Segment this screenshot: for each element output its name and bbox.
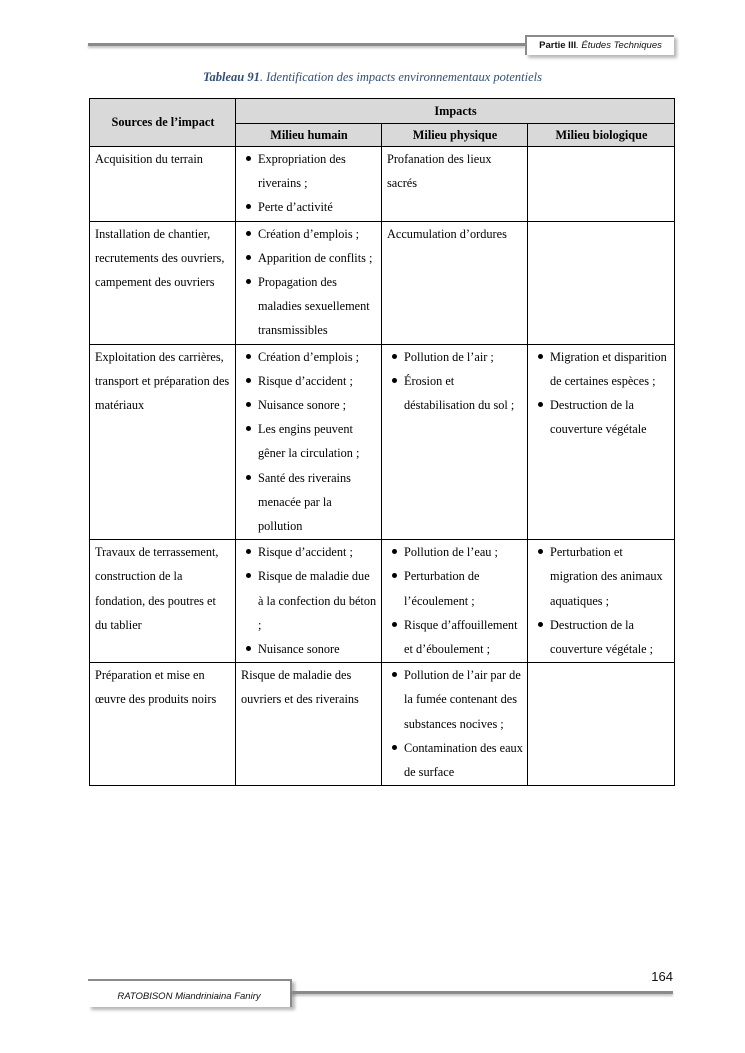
running-header — [525, 35, 674, 55]
list-item: Risque d’affouillement et d’éboulement ; — [404, 613, 523, 661]
list-item: Migration et disparition de certaines espèces ; — [550, 345, 670, 393]
physique-cell — [382, 540, 528, 663]
list-item: Nuisance sonore ; — [258, 393, 377, 417]
list-item: Expropriation des riverains ; — [258, 147, 377, 195]
list-item: Propagation des maladies sexuellement transmissibles — [258, 270, 377, 343]
footer-author: RATOBISON Miandriniaina Faniry — [88, 979, 292, 1007]
list-item: Contamination des eaux de surface — [404, 736, 523, 784]
table-header-row — [90, 99, 675, 124]
physique-cell — [382, 663, 528, 786]
table-row — [90, 540, 675, 663]
list-item: Risque d’accident ; — [258, 540, 377, 564]
table-row — [90, 147, 675, 222]
list-item: Risque d’accident ; — [258, 369, 377, 393]
list-item: Pollution de l’air par de la fumée contenant des substances nocives ; — [404, 663, 523, 736]
header-rule — [88, 43, 525, 46]
list-item: Perturbation de l’écoulement ; — [404, 564, 523, 612]
list-item: Pollution de l’eau ; — [404, 540, 523, 564]
list-item: Santé des riverains menacée par la pollution — [258, 466, 377, 539]
humain-cell — [236, 344, 382, 540]
biologique-cell — [528, 540, 675, 663]
humain-cell — [236, 540, 382, 663]
source-cell: Installation de chantier, recrutements des ouvriers, campement des ouvriers — [90, 221, 236, 344]
humain-cell — [236, 221, 382, 344]
header-section: . Études Techniques — [576, 40, 662, 51]
caption-text: . Identification des impacts environnementaux potentiels — [259, 70, 542, 84]
humain-cell — [236, 147, 382, 222]
list-item: Les engins peuvent gêner la circulation ; — [258, 417, 377, 465]
list-item: Risque de maladie due à la confection du béton ; — [258, 564, 377, 637]
source-cell: Préparation et mise en œuvre des produits noirs — [90, 663, 236, 786]
table-row — [90, 221, 675, 344]
list-item: Création d’emplois ; — [258, 345, 377, 369]
list-item: Apparition de conflits ; — [258, 246, 377, 270]
list-item: Destruction de la couverture végétale — [550, 393, 670, 441]
footer-rule — [292, 991, 673, 994]
source-cell: Travaux de terrassement, construction de la fondation, des poutres et du tablier — [90, 540, 236, 663]
list-item: Pollution de l’air ; — [404, 345, 523, 369]
list-item: Érosion et déstabilisation du sol ; — [404, 369, 523, 417]
physique-cell: Accumulation d’ordures — [382, 221, 528, 344]
header-milieu-physique: Milieu physique — [382, 124, 528, 147]
biologique-cell — [528, 221, 675, 344]
list-item: Création d’emplois ; — [258, 222, 377, 246]
header-part: Partie III — [539, 40, 577, 51]
physique-cell: Profanation des lieux sacrés — [382, 147, 528, 222]
table-row — [90, 344, 675, 540]
biologique-cell — [528, 663, 675, 786]
list-item: Nuisance sonore — [258, 637, 377, 661]
list-item: Perte d’activité — [258, 195, 377, 219]
physique-cell — [382, 344, 528, 540]
caption-label: Tableau 91 — [203, 70, 260, 84]
header-sources: Sources de l’impact — [90, 99, 236, 147]
humain-cell: Risque de maladie des ouvriers et des riverains — [236, 663, 382, 786]
page-number: 164 — [651, 969, 673, 984]
list-item: Perturbation et migration des animaux aquatiques ; — [550, 540, 670, 613]
source-cell: Exploitation des carrières, transport et préparation des matériaux — [90, 344, 236, 540]
impacts-table — [89, 98, 675, 786]
table-row — [90, 663, 675, 786]
header-impacts: Impacts — [236, 99, 675, 124]
biologique-cell — [528, 147, 675, 222]
list-item: Destruction de la couverture végétale ; — [550, 613, 670, 661]
source-cell: Acquisition du terrain — [90, 147, 236, 222]
header-milieu-humain: Milieu humain — [236, 124, 382, 147]
biologique-cell — [528, 344, 675, 540]
table-caption — [0, 70, 745, 85]
header-milieu-biologique: Milieu biologique — [528, 124, 675, 147]
